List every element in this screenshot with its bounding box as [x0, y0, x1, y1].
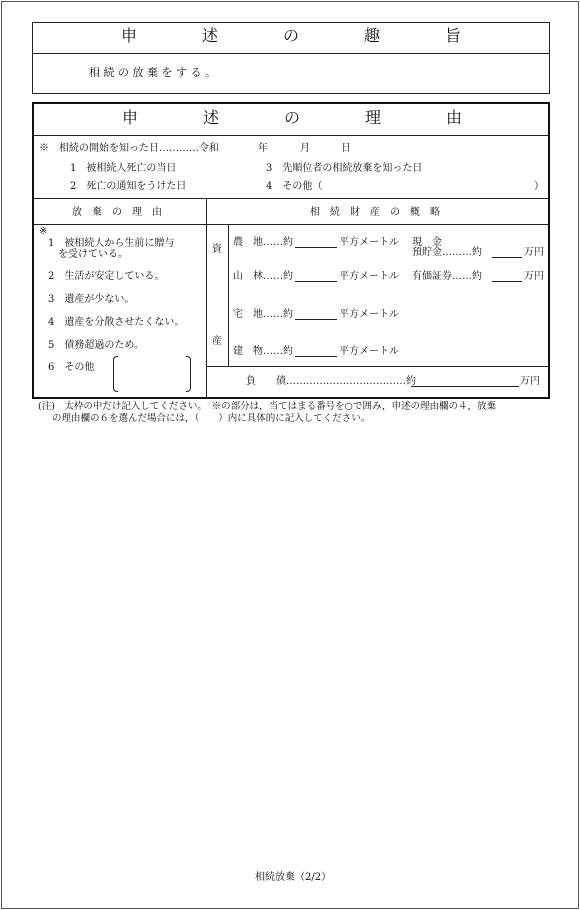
- savings-label: 預貯金………約: [412, 247, 482, 258]
- waiver-reason-header: 放 棄 の 理 由: [72, 207, 162, 218]
- asset-label-bottom: 産: [212, 336, 222, 347]
- asset-label-top: 資: [212, 244, 222, 255]
- gist-title-char-5: 旨: [445, 26, 462, 45]
- building-label: 建 物……約: [233, 346, 293, 357]
- start-date-label: ※ 相続の開始を知った日…………令和: [39, 143, 219, 154]
- securities-label: 有価証券……約: [412, 271, 482, 282]
- other-reason-paren-left: [113, 356, 118, 392]
- gist-title-char-2: 述: [202, 26, 219, 45]
- column-divider: [206, 198, 207, 397]
- other-reason-paren-right: [186, 356, 191, 392]
- reason-title-char-3: の: [284, 108, 301, 127]
- start-option-4[interactable]: 4 その他（: [266, 181, 323, 192]
- gist-box: [32, 22, 550, 94]
- cash-label: 現 金: [412, 237, 442, 248]
- residential-area-field[interactable]: [295, 310, 337, 320]
- gist-body[interactable]: 相 続 の 放 棄 を す る 。: [89, 66, 216, 79]
- debt-unit: 万円: [520, 376, 540, 387]
- estate-summary-header: 相 続 財 産 の 概 略: [310, 207, 440, 218]
- start-option-4-close: ）: [534, 181, 544, 192]
- waiver-reason-4[interactable]: 4 遺産を分散させたくない。: [48, 317, 185, 328]
- reason-title-char-4: 理: [365, 108, 382, 127]
- farmland-unit: 平方メートル: [339, 237, 399, 248]
- debt-amount-field[interactable]: [411, 377, 519, 387]
- waiver-reason-2[interactable]: 2 生活が安定している。: [48, 271, 165, 282]
- gist-title-char-1: 申: [121, 26, 138, 45]
- residential-unit: 平方メートル: [339, 309, 399, 320]
- start-date-day[interactable]: 日: [341, 143, 351, 154]
- note-line-2: の理由欄の６を選んだ場合には，（ ）内に具体的に記入してください。: [52, 413, 371, 424]
- forest-label: 山 林……約: [233, 271, 293, 282]
- asset-label-divider: [228, 224, 229, 366]
- column-header-divider: [34, 224, 548, 225]
- assets-debt-divider: [206, 366, 548, 367]
- reason-box: [32, 102, 550, 399]
- securities-amount-field[interactable]: [492, 272, 522, 282]
- start-date-month[interactable]: 月: [300, 143, 310, 154]
- waiver-reason-3[interactable]: 3 遺産が少ない。: [48, 294, 135, 305]
- reason-title-char-2: 述: [203, 108, 220, 127]
- reason-title-char-1: 申: [122, 108, 139, 127]
- building-area-field[interactable]: [295, 347, 337, 357]
- debt-label: 負 債………………………………約: [246, 376, 416, 387]
- residential-label: 宅 地……約: [233, 309, 293, 320]
- reason-title-char-5: 由: [446, 108, 463, 127]
- farmland-label: 農 地……約: [233, 237, 293, 248]
- waiver-reason-1-cont: を受けている。: [58, 249, 128, 260]
- start-date-year[interactable]: 年: [258, 143, 268, 154]
- securities-unit: 万円: [524, 271, 544, 282]
- forest-area-field[interactable]: [295, 272, 337, 282]
- reason-title-divider: [34, 135, 548, 136]
- cash-savings-unit: 万円: [524, 247, 544, 258]
- cash-savings-amount-field[interactable]: [492, 248, 522, 258]
- waiver-mark: ※: [39, 226, 48, 237]
- start-option-3[interactable]: 3 先順位者の相続放棄を知った日: [266, 163, 423, 174]
- start-option-1[interactable]: 1 被相続人死亡の当日: [70, 163, 177, 174]
- start-option-2[interactable]: 2 死亡の通知をうけた日: [70, 181, 187, 192]
- waiver-reason-1[interactable]: 1 被相続人から生前に贈与: [48, 238, 175, 249]
- gist-title-char-4: 趣: [364, 26, 381, 45]
- gist-divider: [33, 53, 549, 54]
- gist-title-char-3: の: [283, 26, 300, 45]
- farmland-area-field[interactable]: [295, 238, 337, 248]
- waiver-reason-5[interactable]: 5 債務超過のため。: [48, 340, 144, 351]
- other-reason-input[interactable]: [120, 358, 184, 388]
- start-section-divider: [34, 198, 548, 199]
- forest-unit: 平方メートル: [339, 271, 399, 282]
- page-footer: 相続放棄（2/2）: [255, 872, 332, 883]
- building-unit: 平方メートル: [339, 346, 399, 357]
- waiver-reason-6[interactable]: 6 その他: [48, 362, 95, 373]
- note-line-1: (注) 太枠の中だけ記入してください。 ※の部分は，当てはまる番号を○で囲み，申述の理由欄の４，放棄: [38, 401, 497, 412]
